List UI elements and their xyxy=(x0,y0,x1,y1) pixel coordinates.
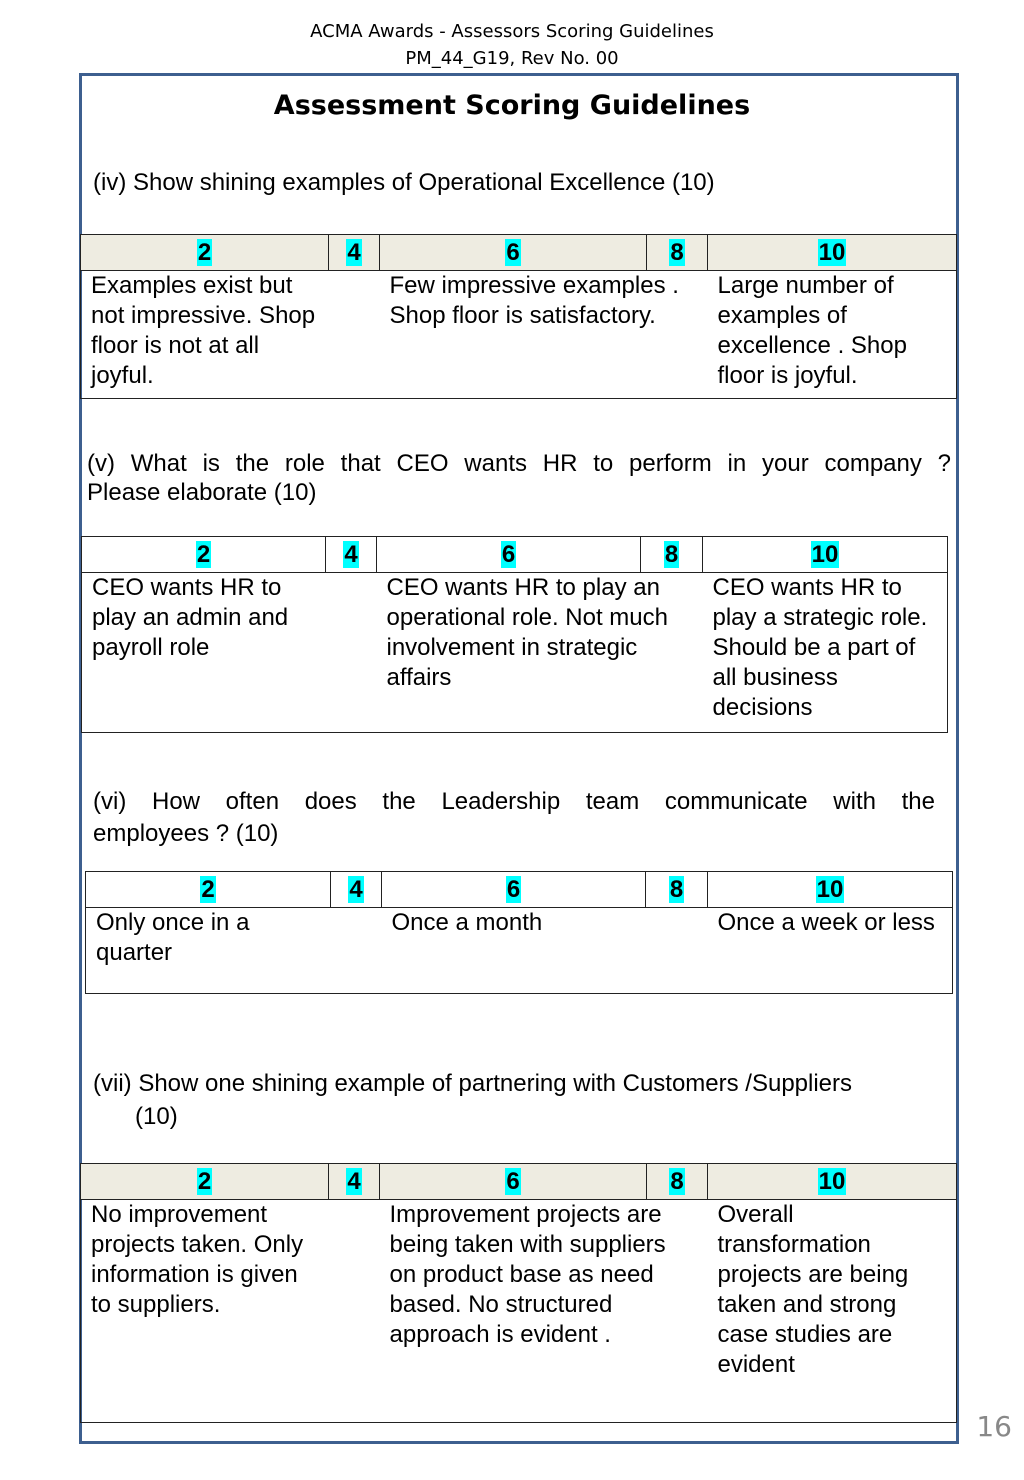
score-header-4: 4 xyxy=(326,537,377,573)
score-header-2: 2 xyxy=(82,537,326,573)
question-vi xyxy=(93,786,935,850)
description-gap xyxy=(329,271,380,399)
score-header-8: 8 xyxy=(647,1164,708,1200)
description-high: Large number of examples of excellence . Shop floor is joyful. xyxy=(708,271,957,399)
description-high: Overall transformation projects are being taken and strong case studies are evident xyxy=(708,1200,957,1423)
question-iv xyxy=(93,168,943,198)
description-gap xyxy=(329,1200,380,1423)
score-header-8: 8 xyxy=(647,235,708,271)
question-v-text-cont: Please elaborate (10) xyxy=(87,479,317,506)
score-table-v xyxy=(81,536,948,733)
score-header-4: 4 xyxy=(329,1164,380,1200)
header-title: ACMA Awards - Assessors Scoring Guidelines xyxy=(310,21,714,42)
description-gap xyxy=(326,573,377,733)
description-mid: Improvement projects are being taken with suppliers on product base as need based. No structured approach is evident . xyxy=(380,1200,708,1423)
question-vii xyxy=(93,1067,943,1133)
question-v-text: (v) What is the role that CEO wants HR to perform in your company ? xyxy=(87,450,951,477)
score-header-6: 6 xyxy=(380,235,647,271)
score-table-vi xyxy=(85,871,953,994)
question-vii-text: (vii) Show one shining example of partnering with Customers /Suppliers xyxy=(93,1070,853,1097)
score-header-2: 2 xyxy=(86,872,331,908)
question-vi-text: (vi) How often does the Leadership team communicate with the xyxy=(93,788,935,815)
score-header-8: 8 xyxy=(641,537,703,573)
score-header-4: 4 xyxy=(331,872,382,908)
score-header-10: 10 xyxy=(708,872,953,908)
header-revision: PM_44_G19, Rev No. 00 xyxy=(405,48,619,69)
question-vii-text-cont: (10) xyxy=(135,1103,178,1130)
description-high: Once a week or less xyxy=(708,908,953,994)
score-header-2: 2 xyxy=(81,235,329,271)
score-header-4: 4 xyxy=(329,235,380,271)
description-mid: Once a month xyxy=(382,908,708,994)
page-number: 16 xyxy=(976,1410,1012,1443)
document-header xyxy=(0,18,1024,72)
description-mid: CEO wants HR to play an operational role. Not much involvement in strategic affairs xyxy=(377,573,703,733)
description-high: CEO wants HR to play a strategic role. Should be a part of all business decisions xyxy=(703,573,948,733)
score-header-10: 10 xyxy=(708,235,957,271)
question-vi-text-cont: employees ? (10) xyxy=(93,820,279,847)
score-header-10: 10 xyxy=(708,1164,957,1200)
description-low: Only once in a quarter xyxy=(86,908,331,994)
score-table-iv xyxy=(80,234,957,399)
page-title: Assessment Scoring Guidelines xyxy=(273,90,751,121)
score-header-2: 2 xyxy=(81,1164,329,1200)
description-low: No improvement projects taken. Only information is given to suppliers. xyxy=(81,1200,329,1423)
score-header-10: 10 xyxy=(703,537,948,573)
score-table-vii xyxy=(80,1163,957,1423)
description-low: CEO wants HR to play an admin and payroll role xyxy=(82,573,326,733)
score-header-6: 6 xyxy=(382,872,646,908)
score-header-6: 6 xyxy=(377,537,641,573)
question-v xyxy=(87,449,951,507)
score-header-8: 8 xyxy=(646,872,708,908)
description-low: Examples exist but not impressive. Shop floor is not at all joyful. xyxy=(81,271,329,399)
question-iv-text: (iv) Show shining examples of Operational Excellence (10) xyxy=(93,169,715,196)
description-mid: Few impressive examples . Shop floor is satisfactory. xyxy=(380,271,708,399)
score-header-6: 6 xyxy=(380,1164,647,1200)
description-gap xyxy=(331,908,382,994)
